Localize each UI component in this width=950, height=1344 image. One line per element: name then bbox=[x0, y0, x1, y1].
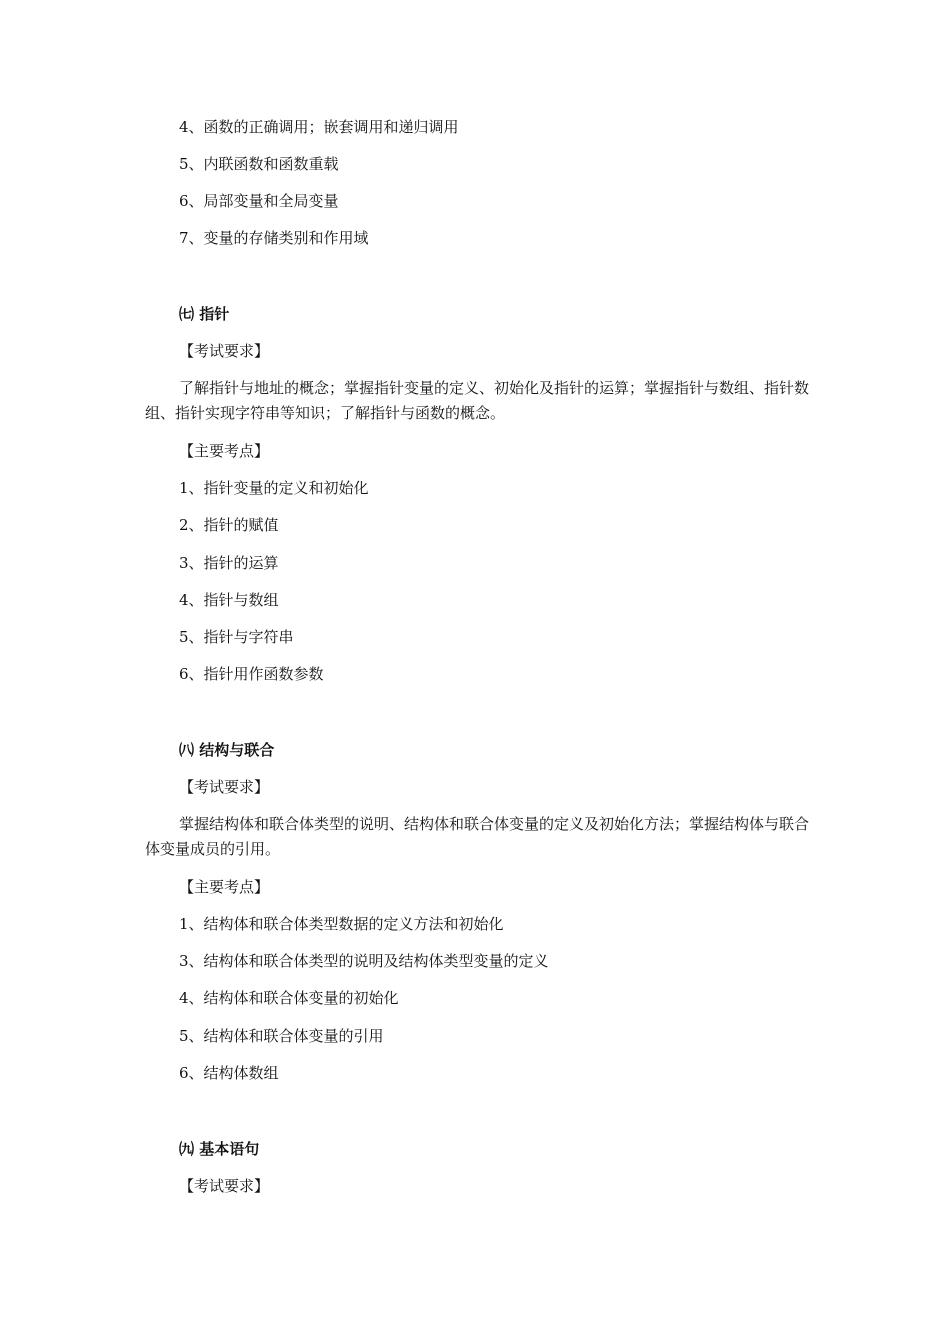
section-heading-basic-statements: ㈨ 基本语句 bbox=[179, 1140, 260, 1158]
list-item: 4、指针与数组 bbox=[179, 591, 279, 609]
key-points-label: 【主要考点】 bbox=[179, 878, 270, 896]
requirements-label: 【考试要求】 bbox=[179, 778, 270, 796]
requirements-text: 掌握结构体和联合体类型的说明、结构体和联合体变量的定义及初始化方法；掌握结构体与联合体变量成员的引用。 bbox=[145, 815, 810, 858]
list-item: 3、结构体和联合体类型的说明及结构体类型变量的定义 bbox=[179, 952, 549, 970]
list-item: 5、内联函数和函数重载 bbox=[179, 155, 339, 173]
list-item: 7、变量的存储类别和作用域 bbox=[179, 229, 369, 247]
requirements-label: 【考试要求】 bbox=[179, 342, 270, 360]
list-item: 1、结构体和联合体类型数据的定义方法和初始化 bbox=[179, 915, 504, 933]
requirements-label: 【考试要求】 bbox=[179, 1177, 270, 1195]
list-item: 5、指针与字符串 bbox=[179, 628, 294, 646]
list-item: 5、结构体和联合体变量的引用 bbox=[179, 1027, 384, 1045]
section-heading-pointers: ㈦ 指针 bbox=[179, 305, 230, 323]
list-item: 4、结构体和联合体变量的初始化 bbox=[179, 989, 399, 1007]
list-item: 3、指针的运算 bbox=[179, 554, 279, 572]
list-item: 4、函数的正确调用；嵌套调用和递归调用 bbox=[179, 118, 459, 136]
list-item: 1、指针变量的定义和初始化 bbox=[179, 479, 369, 497]
section-heading-struct-union: ㈧ 结构与联合 bbox=[179, 741, 275, 759]
list-item: 2、指针的赋值 bbox=[179, 516, 279, 534]
list-item: 6、结构体数组 bbox=[179, 1064, 279, 1082]
list-item: 6、指针用作函数参数 bbox=[179, 665, 324, 683]
list-item: 6、局部变量和全局变量 bbox=[179, 192, 339, 210]
key-points-label: 【主要考点】 bbox=[179, 442, 270, 460]
requirements-text: 了解指针与地址的概念；掌握指针变量的定义、初始化及指针的运算；掌握指针与数组、指针数组、指针实现字符串等知识；了解指针与函数的概念。 bbox=[145, 379, 810, 422]
